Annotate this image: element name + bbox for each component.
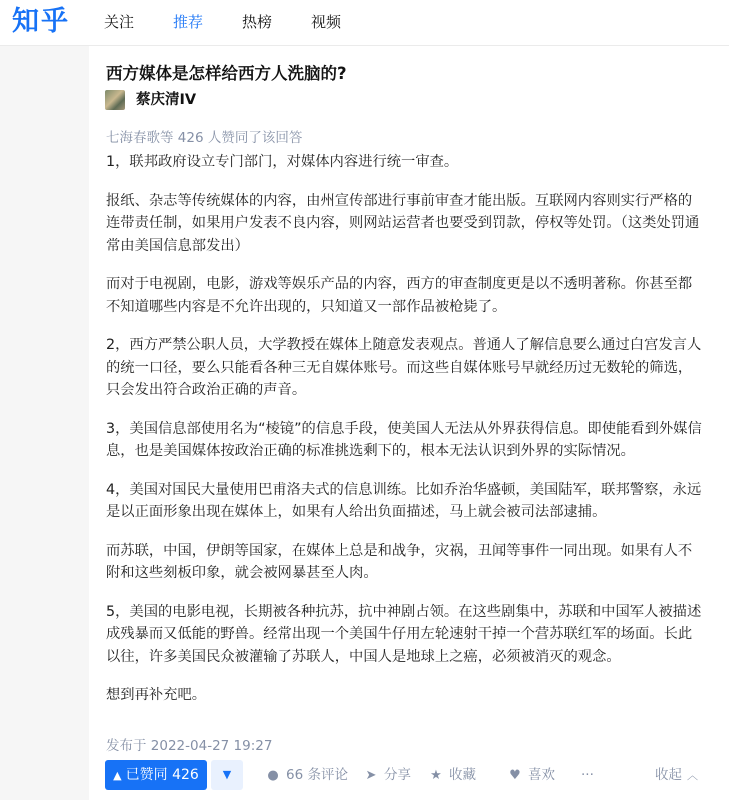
action-bar	[105, 760, 713, 790]
answer-paragraph: 报纸、杂志等传统媒体的内容，由州宣传部进行事前审查才能出版。互联网内容则实行严格的连带责任制，如果用户发表不良内容，则网站运营者也要受到罚款，停权等处罚。（这类处罚通常由美国信息部发出）	[106, 192, 700, 254]
comments-button[interactable]	[265, 760, 348, 790]
nav-tab-recommend[interactable]: 推荐	[173, 13, 204, 31]
triangle-down-icon: ▼	[222, 768, 232, 781]
nav-tab-following[interactable]: 关注	[104, 13, 135, 31]
like-button[interactable]	[507, 760, 555, 790]
zhihu-logo[interactable]: 知乎	[12, 6, 70, 37]
answer-content	[106, 151, 706, 707]
avatar[interactable]	[105, 90, 125, 110]
top-bar	[0, 0, 729, 46]
chevron-up-icon: ︿	[687, 769, 698, 782]
collapse-label: 收起	[655, 767, 682, 783]
like-label: 喜欢	[528, 767, 555, 783]
more-button[interactable]	[581, 760, 594, 790]
nav-tab-hot-list[interactable]: 热榜	[242, 13, 273, 31]
heart-icon: ♥	[509, 768, 521, 783]
collapse-button[interactable]	[655, 760, 698, 790]
triangle-up-icon: ▲	[113, 769, 122, 782]
star-icon: ★	[430, 768, 442, 783]
answer-paragraph: 2，西方严禁公职人员，大学教授在媒体上随意发表观点。普通人了解信息要么通过白宫发言人的统一口径，要么只能看各种三无自媒体账号。而这些自媒体账号早就经历过无数轮的筛选，只会发出符合政治正确的声音。	[106, 337, 702, 398]
share-icon: ➤	[365, 768, 377, 783]
author-name[interactable]: 蔡庆清IV	[136, 92, 197, 108]
answer-paragraph: 而对于电视剧，电影，游戏等娱乐产品的内容，西方的审查制度更是以不透明著称。你甚至都不知道哪些内容是不允许出现的，只知道又一部作品被枪毙了。	[106, 276, 693, 315]
more-icon: ···	[581, 767, 594, 783]
answer-paragraph: 4，美国对国民大量使用巴甫洛夫式的信息训练。比如乔治华盛顿，美国陆军，联邦警察，永远是以正面形象出现在媒体上，如果有人给出负面描述，马上就会被司法部逮捕。	[106, 481, 702, 520]
answer-paragraph: 1，联邦政府设立专门部门，对媒体内容进行统一审查。	[106, 154, 459, 170]
question-title[interactable]: 西方媒体是怎样给西方人洗脑的?	[106, 64, 347, 83]
answer-card	[89, 46, 729, 800]
upvote-label: 已赞同 426	[125, 767, 199, 783]
downvote-button[interactable]	[211, 760, 243, 790]
answer-paragraph: 3，美国信息部使用名为“棱镜”的信息手段，使美国人无法从外界获得信息。即使能看到外媒信息，也是美国媒体按政治正确的标准挑选剩下的，根本无法认识到外界的实际情况。	[106, 420, 702, 459]
published-time[interactable]: 发布于 2022-04-27 19:27	[106, 738, 273, 754]
comment-icon: ●	[267, 768, 279, 783]
share-label: 分享	[384, 767, 411, 783]
answer-paragraph: 想到再补充吧。	[106, 687, 207, 703]
collect-label: 收藏	[449, 767, 476, 783]
answer-paragraph: 5，美国的电影电视，长期被各种抗苏，抗中神剧占领。在这些剧集中，苏联和中国军人被描述成残暴而又低能的野兽。经常出现一个美国牛仔用左轮速射干掉一个营苏联红军的场面。长此以往，许多美国民众被灌输了苏联人，中国人是地球上之癌，必须被消灭的观念。	[106, 603, 702, 665]
voters-summary: 七海春歌等 426 人赞同了该回答	[106, 130, 303, 146]
answer-paragraph: 而苏联，中国，伊朗等国家，在媒体上总是和战争，灾祸，丑闻等事件一同出现。如果有人不附和这些刻板印象，就会被网暴甚至人肉。	[106, 542, 693, 581]
share-button[interactable]	[363, 760, 411, 790]
upvote-button[interactable]	[105, 760, 207, 790]
nav-tab-video[interactable]: 视频	[311, 13, 342, 31]
comments-label: 66 条评论	[286, 767, 348, 783]
collect-button[interactable]	[428, 760, 476, 790]
